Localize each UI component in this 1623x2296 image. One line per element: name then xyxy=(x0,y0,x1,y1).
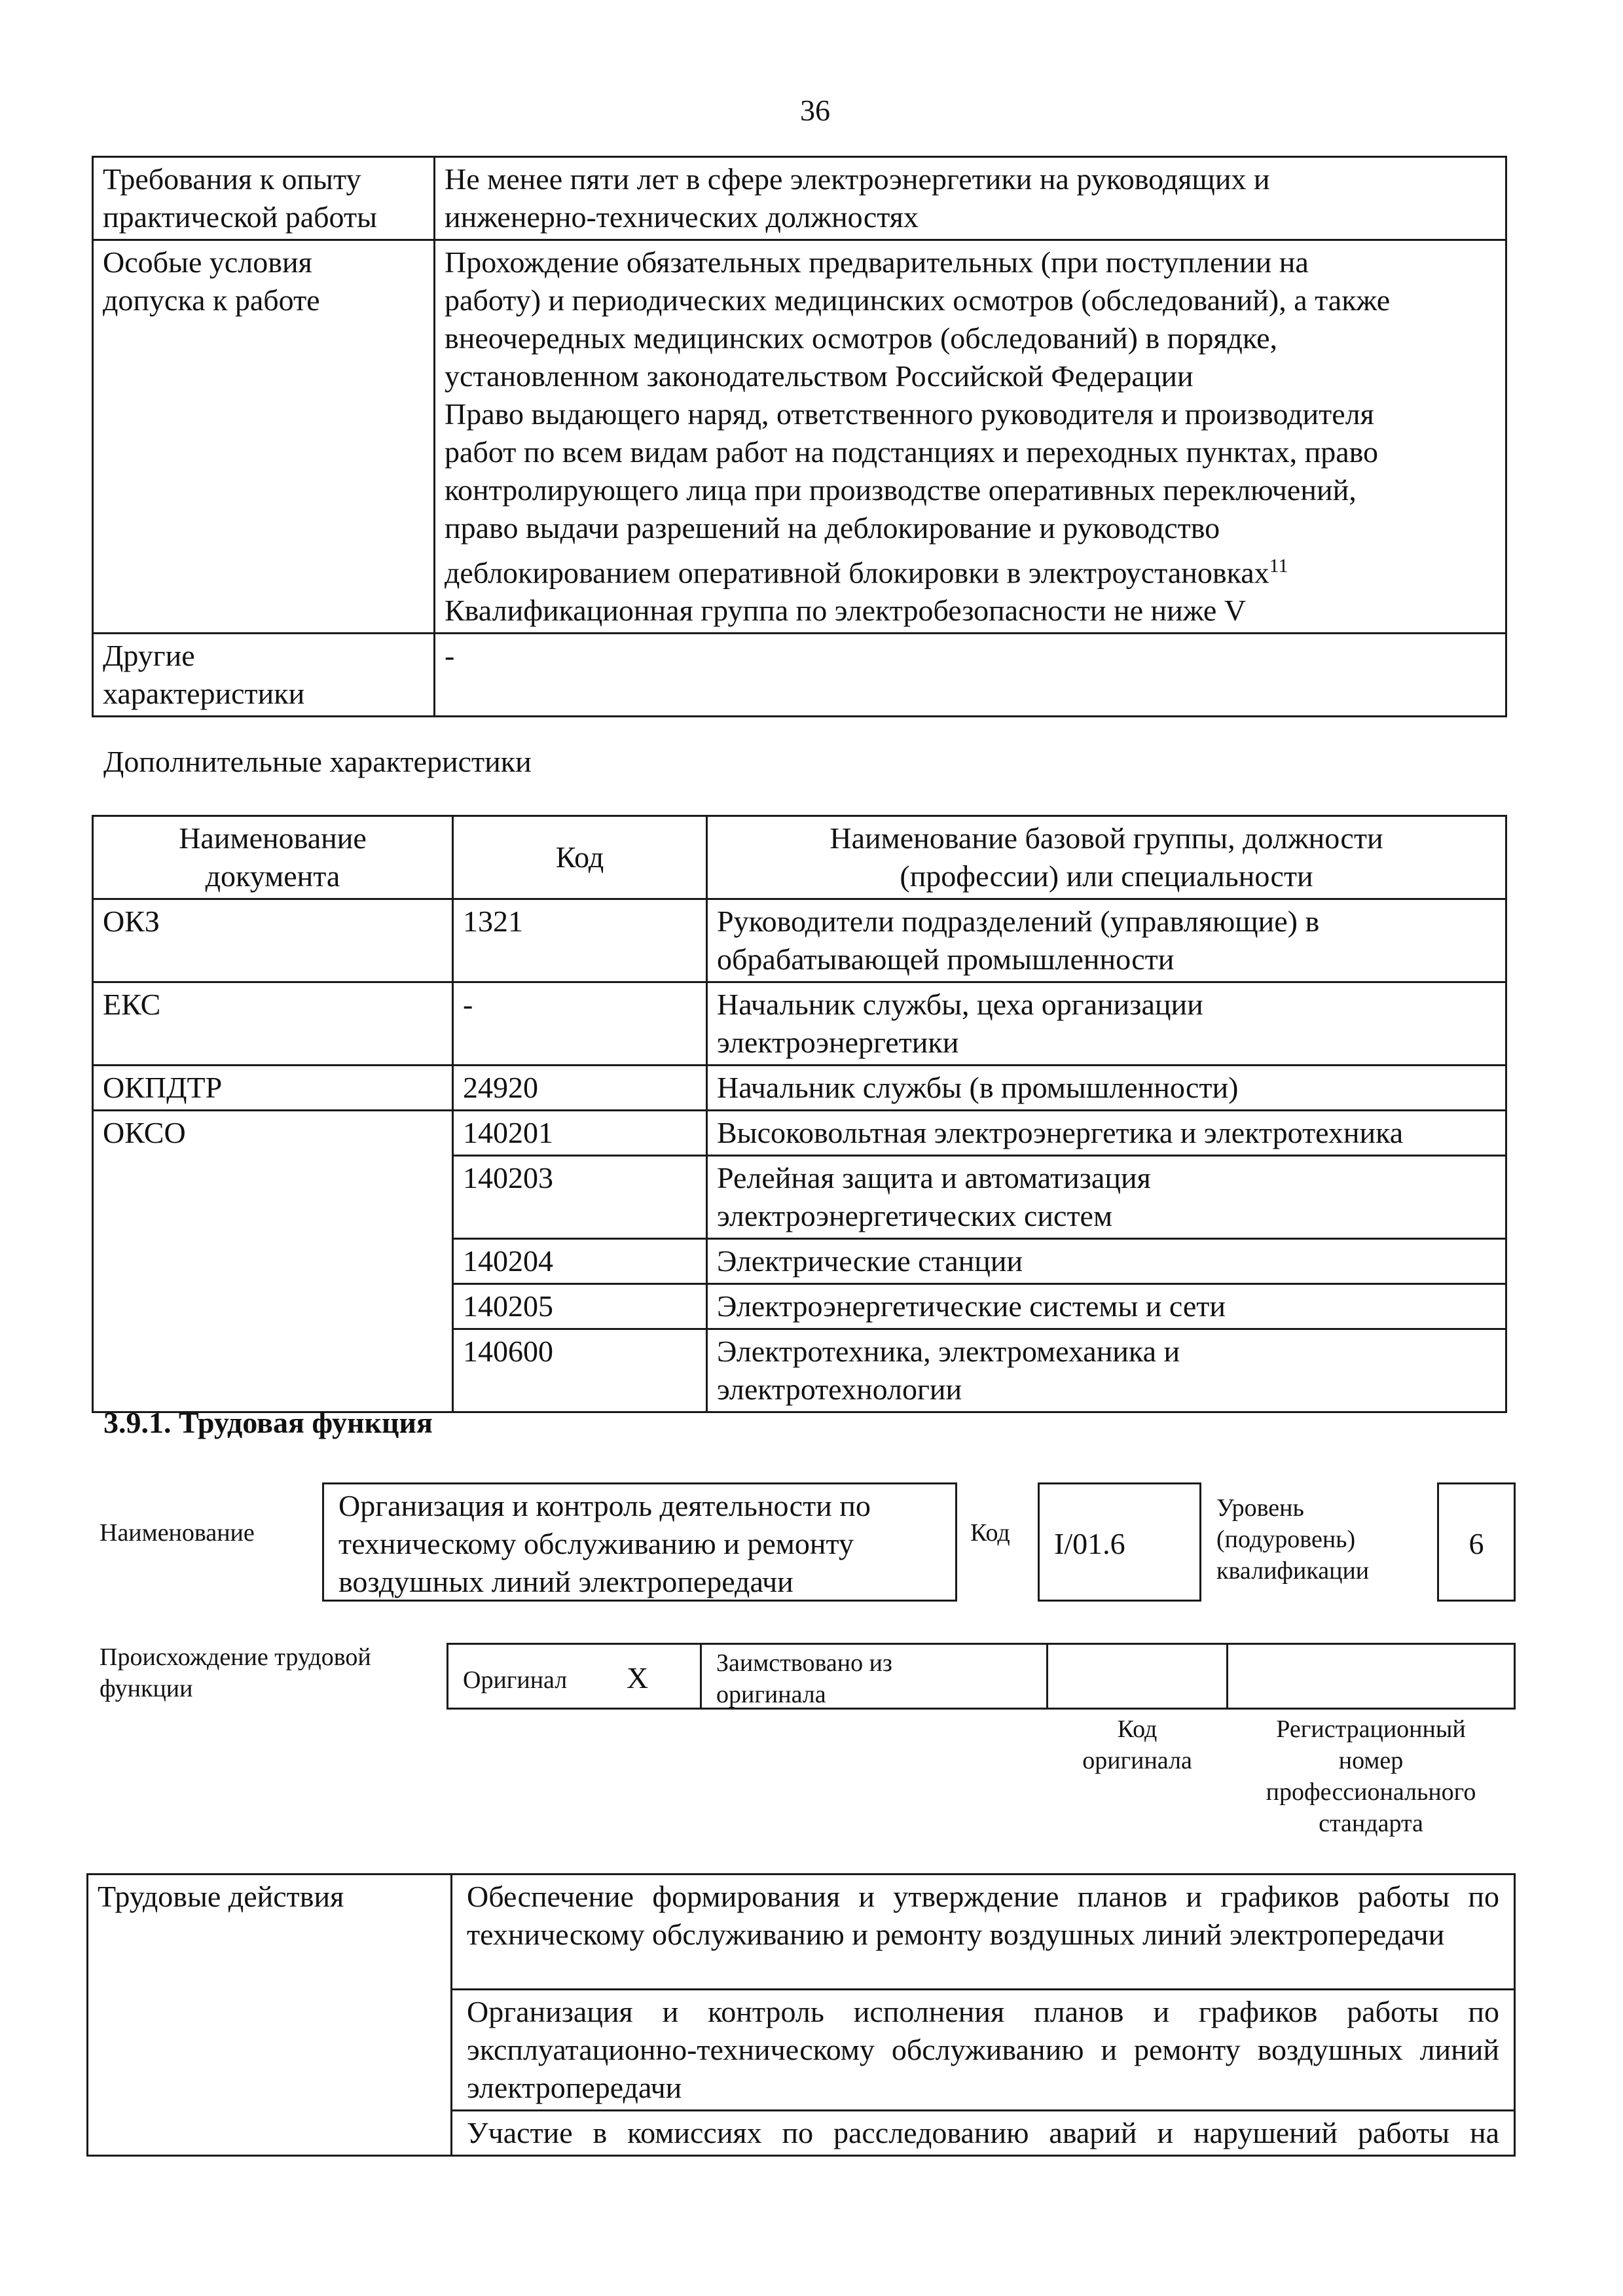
requirements-table xyxy=(92,156,1507,717)
original-label: Оригинал xyxy=(463,1666,568,1694)
document-cell: ОКПДТР xyxy=(93,1066,453,1111)
code-cell: 140201 xyxy=(453,1111,707,1156)
name-cell: Начальник службы (в промышленности) xyxy=(707,1066,1506,1111)
code-cell: 140600 xyxy=(453,1329,707,1412)
column-header-code: Код xyxy=(453,816,707,899)
origin-original-box xyxy=(447,1643,702,1710)
origin-registration-caption: Регистрационный номер профессионального стандарта xyxy=(1266,1715,1476,1837)
code-cell: 140203 xyxy=(453,1156,707,1239)
additional-characteristics-table xyxy=(92,815,1507,1413)
qualification-level-label: Уровень (подуровень) квалификации xyxy=(1216,1494,1370,1585)
other-characteristics-label: Другие характеристики xyxy=(93,634,435,717)
column-header-name: Наименование базовой группы, должности (профессии) или специальности xyxy=(707,816,1506,899)
requirements-row xyxy=(93,157,1506,240)
code-cell: 24920 xyxy=(453,1066,707,1111)
labor-action-item: Участие в комиссиях по расследованию аварий и нарушений работы на xyxy=(452,2111,1515,2156)
other-characteristics-value: - xyxy=(435,634,1506,717)
table-row xyxy=(93,982,1506,1066)
name-cell: Электрические станции xyxy=(707,1239,1506,1284)
table-header-row xyxy=(93,816,1506,899)
labor-action-item: Обеспечение формирования и утверждение планов и графиков работы по техническому обслуживанию и ремонту воздушных линий электропередачи xyxy=(452,1874,1515,1990)
special-conditions-cell xyxy=(435,240,1506,634)
column-header-document: Наименование документа xyxy=(93,816,453,899)
name-cell: Высоковольтная электроэнергетика и электротехника xyxy=(707,1111,1506,1156)
table-row xyxy=(93,1066,1506,1111)
requirements-row xyxy=(93,634,1506,717)
table-row xyxy=(93,899,1506,982)
page-number: 36 xyxy=(800,94,830,127)
code-cell: 1321 xyxy=(453,899,707,982)
name-label: Наименование xyxy=(100,1519,255,1547)
name-cell: Релейная защита и автоматизация электроэнергетических систем xyxy=(707,1156,1506,1239)
additional-characteristics-title: Дополнительные характеристики xyxy=(103,745,532,778)
footnote-mark: 11 xyxy=(1269,555,1288,577)
section-title: 3.9.1. Трудовая функция xyxy=(103,1406,433,1439)
table-row xyxy=(93,1111,1506,1156)
code-cell: - xyxy=(453,982,707,1066)
document-cell: ОКЗ xyxy=(93,899,453,982)
origin-code-field xyxy=(1046,1643,1228,1710)
document-cell: ЕКС xyxy=(93,982,453,1066)
origin-code-caption: Код оригинала xyxy=(1082,1715,1192,1774)
document-cell: ОКСО xyxy=(93,1111,453,1412)
origin-registration-field xyxy=(1226,1643,1516,1710)
labor-actions-label: Трудовые действия xyxy=(88,1874,452,2156)
name-cell: Руководители подразделений (управляющие) в обрабатывающей промышленности xyxy=(707,899,1506,982)
origin-label: Происхождение трудовой функции xyxy=(100,1643,371,1702)
original-mark: X xyxy=(627,1661,649,1695)
code-cell: 140205 xyxy=(453,1284,707,1329)
name-cell: Электротехника, электромеханика и электротехнологии xyxy=(707,1329,1506,1412)
code-label: Код xyxy=(970,1519,1010,1547)
experience-value: Не менее пяти лет в сфере электроэнергетики на руководящих и инженерно-технических должностях xyxy=(435,157,1506,240)
name-cell: Начальник службы, цеха организации электроэнергетики xyxy=(707,982,1506,1066)
electrical-safety-group: Квалификационная группа по электробезопасности не ниже V xyxy=(445,594,1247,628)
requirements-row xyxy=(93,240,1506,634)
code-cell: 140204 xyxy=(453,1239,707,1284)
function-name-box: Организация и контроль деятельности по техническому обслуживанию и ремонту воздушных линий электропередачи xyxy=(322,1482,957,1602)
labor-actions-table xyxy=(86,1873,1516,2157)
origin-borrowed-box: Заимствовано из оригинала xyxy=(700,1643,1048,1710)
function-code-box: I/01.6 xyxy=(1038,1482,1201,1602)
special-conditions-label: Особые условия допуска к работе xyxy=(93,240,435,634)
labor-action-item: Организация и контроль исполнения планов и графиков работы по эксплуатационно-техническому обслуживанию и ремонту воздушных линий электропередачи xyxy=(452,1990,1515,2111)
special-conditions-value: Прохождение обязательных предварительных (при поступлении на работу) и периодических медицинских осмотров (обследований), а также внеочередных медицинских осмотров (обследований) в порядке, установленном законодательством Российской Федерации Право выдающего наряд, ответственного руководителя и производителя работ по всем видам работ на подстанциях и переходных пунктах, право контролирующего лица при производстве оперативных переключений, право выдачи разрешений на деблокирование и руководство деблокированием оперативной блокировки в электроустановках xyxy=(445,245,1391,590)
experience-label: Требования к опыту практической работы xyxy=(93,157,435,240)
qualification-level-box: 6 xyxy=(1437,1482,1516,1602)
table-row xyxy=(88,1874,1515,1990)
name-cell: Электроэнергетические системы и сети xyxy=(707,1284,1506,1329)
